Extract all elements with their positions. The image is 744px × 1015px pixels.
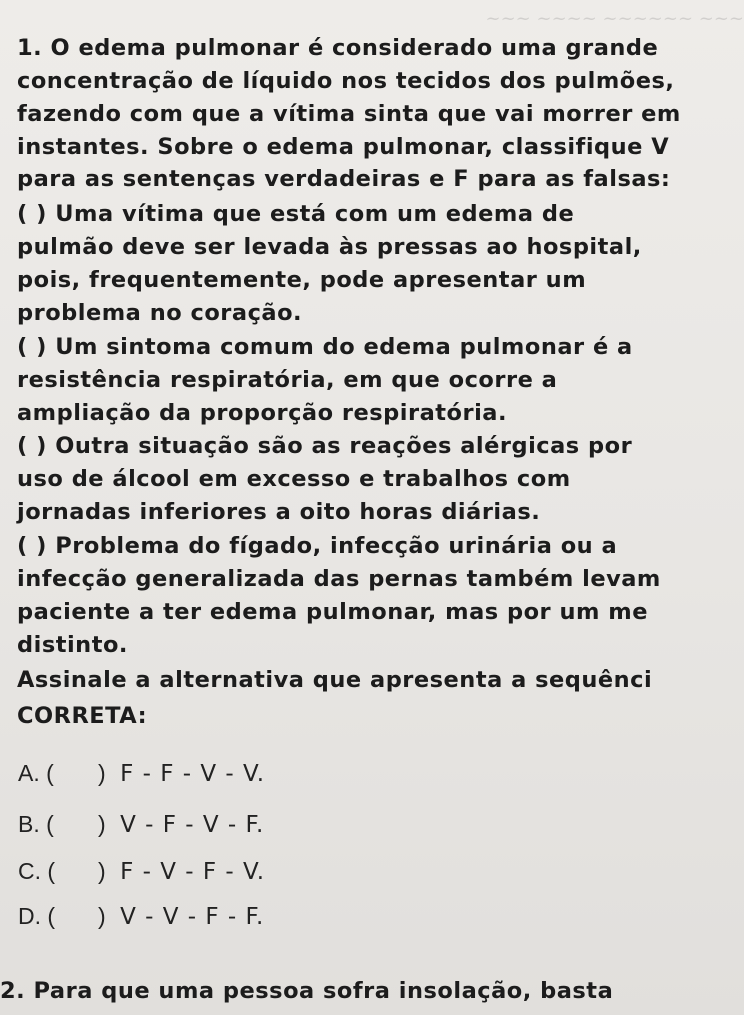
option-a[interactable]: A. ( ) F - F - V - V. <box>18 760 266 787</box>
instruction-line: CORRETA: <box>17 703 148 729</box>
question-line: uso de álcool em excesso e trabalhos com <box>17 466 571 492</box>
question-line: infecção generalizada das pernas também levam <box>17 566 661 592</box>
option-d-sequence: V - V - F - F. <box>120 904 265 930</box>
question-line: pois, frequentemente, pode apresentar um <box>17 267 587 293</box>
question-line: instantes. Sobre o edema pulmonar, classifique V <box>17 134 670 160</box>
next-question-cut-off: 2. Para que uma pessoa sofra insolação, basta <box>0 978 614 1004</box>
question-line: fazendo com que a vítima sinta que vai morrer em <box>17 101 681 127</box>
question-line: para as sentenças verdadeiras e F para as falsas: <box>17 166 671 192</box>
question-line: resistência respiratória, em que ocorre a <box>17 367 558 393</box>
statement-3: ( ) Outra situação são as reações alérgicas por <box>17 433 633 459</box>
question-line: jornadas inferiores a oito horas diárias. <box>17 499 541 525</box>
option-b-sequence: V - F - V - F. <box>120 812 265 838</box>
option-c-sequence: F - V - F - V. <box>120 859 266 885</box>
bleed-through-texture: ~~~ ~~~~ ~~~~~~ ~~~ <box>485 8 744 29</box>
option-a-sequence: F - F - V - V. <box>120 761 266 787</box>
statement-2: ( ) Um sintoma comum do edema pulmonar é a <box>17 334 633 360</box>
option-c[interactable]: C. ( ) F - V - F - V. <box>18 858 266 885</box>
question-line: pulmão deve ser levada às pressas ao hospital, <box>17 234 642 260</box>
question-line: distinto. <box>17 632 128 658</box>
option-d[interactable]: D. ( ) V - V - F - F. <box>18 903 265 930</box>
question-line: paciente a ter edema pulmonar, mas por um me <box>17 599 648 625</box>
question-line: ampliação da proporção respiratória. <box>17 400 508 426</box>
question-line: problema no coração. <box>17 300 303 326</box>
option-b[interactable]: B. ( ) V - F - V - F. <box>18 811 265 838</box>
statement-4: ( ) Problema do fígado, infecção urinária ou a <box>17 533 618 559</box>
instruction-line: Assinale a alternativa que apresenta a sequênci <box>17 667 653 693</box>
statement-1: ( ) Uma vítima que está com um edema de <box>17 201 575 227</box>
question-line: 1. O edema pulmonar é considerado uma grande <box>17 35 659 61</box>
question-line: concentração de líquido nos tecidos dos pulmões, <box>17 68 675 94</box>
